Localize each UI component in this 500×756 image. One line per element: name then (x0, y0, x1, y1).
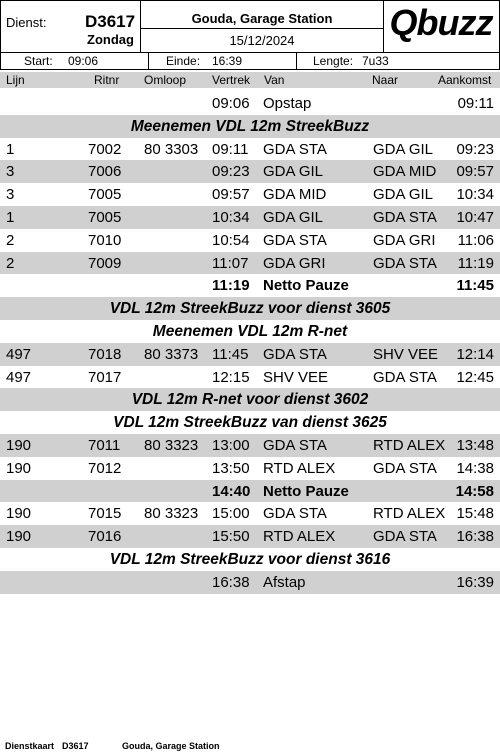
trip-row (0, 160, 500, 183)
cell-vertrek: 13:00 (212, 436, 250, 454)
cell-aankomst: 12:14 (456, 345, 494, 363)
cell-ritnr: 7010 (88, 231, 122, 249)
cell-lijn: 3 (6, 186, 15, 204)
trip-row (0, 183, 500, 206)
col-omloop: Omloop (144, 73, 187, 87)
trip-row (0, 229, 500, 252)
cell-ritnr: 7006 (88, 163, 122, 181)
trip-row (0, 434, 500, 457)
cell-vertrek: 11:07 (212, 254, 249, 272)
trip-row (0, 366, 500, 389)
service-date: 15/12/2024 (229, 33, 295, 48)
cell-van: RTD ALEX (263, 528, 336, 546)
schedule-table (0, 92, 500, 594)
col-naar: Naar (372, 73, 399, 87)
section-banner (0, 320, 500, 343)
cell-van: RTD ALEX (263, 459, 336, 477)
cell-van: SHV VEE (263, 368, 329, 386)
cell-ritnr: 7005 (88, 208, 122, 226)
trip-row (0, 502, 500, 525)
lengte-label: Lengte: (313, 54, 354, 68)
cell-lijn: 497 (6, 345, 32, 363)
divider (140, 28, 383, 29)
section-banner (0, 411, 500, 434)
cell-omloop: 80 3303 (144, 140, 199, 158)
cell-aankomst: 09:57 (456, 163, 494, 181)
einde-label: Einde: (166, 54, 201, 68)
cell-aankomst: 11:19 (457, 254, 494, 272)
banner-text: Meenemen VDL 12m R-net (152, 322, 348, 340)
cell-omloop: 80 3373 (144, 345, 199, 363)
trip-row (0, 252, 500, 275)
location: Gouda, Garage Station (191, 11, 333, 26)
cell-van: GDA STA (263, 345, 327, 363)
cell-naar: RTD ALEX (373, 505, 446, 523)
cell-lijn: 190 (6, 505, 32, 523)
divider (0, 52, 500, 53)
cell-van: Netto Pauze (263, 277, 349, 295)
start-value: 09:06 (68, 54, 99, 68)
cell-aankomst: 15:48 (456, 505, 494, 523)
dienst-label: Dienst: (6, 15, 47, 30)
cell-aankomst: 10:47 (456, 208, 494, 226)
cell-ritnr: 7017 (88, 368, 122, 386)
cell-vertrek: 09:11 (212, 140, 249, 158)
col-vertrek: Vertrek (212, 73, 251, 87)
section-banner (0, 388, 500, 411)
trip-row (0, 138, 500, 161)
cell-naar: GDA STA (373, 528, 437, 546)
cell-van: GDA STA (263, 436, 327, 454)
banner-text: Meenemen VDL 12m StreekBuzz (130, 117, 370, 135)
trip-row (0, 92, 500, 115)
cell-van: GDA STA (263, 505, 327, 523)
lengte-value: 7u33 (362, 54, 389, 68)
banner-text: VDL 12m StreekBuzz voor dienst 3616 (109, 550, 391, 568)
col-lijn: Lijn (6, 73, 25, 87)
cell-van: GDA STA (263, 231, 327, 249)
cell-vertrek: 13:50 (212, 459, 250, 477)
cell-aankomst: 14:38 (456, 459, 494, 477)
footer-location: Gouda, Garage Station (122, 741, 220, 751)
cell-van: GDA GRI (263, 254, 326, 272)
cell-vertrek: 15:00 (212, 505, 250, 523)
qbuzz-logo: Qbuzz (389, 2, 493, 43)
cell-aankomst: 16:39 (456, 573, 494, 591)
cell-van: Netto Pauze (263, 482, 349, 500)
cell-naar: RTD ALEX (373, 436, 446, 454)
cell-vertrek: 09:57 (212, 186, 250, 204)
cell-aankomst: 11:06 (457, 231, 494, 249)
cell-van: Afstap (263, 573, 306, 591)
footer-code: D3617 (62, 741, 89, 751)
cell-aankomst: 13:48 (456, 436, 494, 454)
cell-aankomst: 09:11 (457, 95, 494, 112)
cell-aankomst: 12:45 (456, 368, 494, 386)
col-van: Van (264, 73, 285, 87)
cell-lijn: 3 (6, 163, 15, 181)
cell-ritnr: 7005 (88, 186, 122, 204)
cell-ritnr: 7016 (88, 528, 122, 546)
footer-label: Dienstkaart (5, 741, 55, 751)
cell-aankomst: 09:23 (456, 140, 494, 158)
einde-value: 16:39 (212, 54, 243, 68)
trip-row (0, 457, 500, 480)
cell-omloop: 80 3323 (144, 505, 199, 523)
banner-text: VDL 12m StreekBuzz voor dienst 3605 (109, 300, 391, 318)
cell-lijn: 1 (6, 208, 15, 226)
section-banner (0, 548, 500, 571)
col-ritnr: Ritnr (94, 73, 120, 87)
cell-vertrek: 11:19 (212, 277, 250, 295)
cell-aankomst: 16:38 (456, 528, 494, 546)
cell-aankomst: 10:34 (456, 186, 494, 204)
cell-ritnr: 7012 (88, 459, 122, 477)
divider (296, 52, 297, 69)
section-banner (0, 115, 500, 138)
dienst-code: D3617 (85, 12, 136, 31)
cell-lijn: 190 (6, 436, 32, 454)
cell-lijn: 1 (6, 140, 15, 158)
cell-van: GDA MID (263, 186, 327, 204)
pause-row (0, 274, 500, 297)
cell-lijn: 2 (6, 231, 15, 249)
banner-text: VDL 12m StreekBuzz van dienst 3625 (113, 414, 387, 432)
cell-van: GDA GIL (263, 163, 324, 181)
cell-vertrek: 10:54 (212, 231, 250, 249)
cell-naar: SHV VEE (373, 345, 439, 363)
pause-row (0, 480, 500, 503)
cell-naar: GDA STA (373, 368, 437, 386)
cell-naar: GDA STA (373, 459, 437, 477)
cell-naar: GDA GIL (373, 186, 434, 204)
trip-row (0, 343, 500, 366)
cell-lijn: 190 (6, 459, 32, 477)
cell-ritnr: 7002 (88, 140, 122, 158)
trip-row (0, 571, 500, 594)
section-banner (0, 297, 500, 320)
trip-row (0, 525, 500, 548)
cell-vertrek: 16:38 (212, 573, 250, 591)
cell-naar: GDA GRI (373, 231, 436, 249)
banner-text: VDL 12m R-net voor dienst 3602 (131, 391, 369, 409)
cell-ritnr: 7018 (88, 345, 122, 363)
cell-ritnr: 7011 (88, 436, 121, 454)
cell-lijn: 497 (6, 368, 32, 386)
cell-vertrek: 12:15 (212, 368, 250, 386)
trip-row (0, 206, 500, 229)
cell-vertrek: 11:45 (212, 345, 249, 363)
cell-ritnr: 7009 (88, 254, 122, 272)
cell-van: GDA STA (263, 140, 327, 158)
cell-naar: GDA STA (373, 254, 437, 272)
dienst-day: Zondag (87, 32, 134, 47)
cell-vertrek: 14:40 (212, 482, 251, 500)
col-aankomst: Aankomst (438, 73, 492, 87)
divider (148, 52, 149, 69)
cell-aankomst: 11:45 (456, 277, 494, 295)
cell-aankomst: 14:58 (455, 482, 494, 500)
cell-vertrek: 10:34 (212, 208, 250, 226)
cell-omloop: 80 3323 (144, 436, 199, 454)
cell-vertrek: 15:50 (212, 528, 250, 546)
cell-naar: GDA MID (373, 163, 437, 181)
cell-naar: GDA GIL (373, 140, 434, 158)
cell-van: Opstap (263, 95, 312, 112)
cell-van: GDA GIL (263, 208, 324, 226)
cell-naar: GDA STA (373, 208, 437, 226)
cell-vertrek: 09:06 (212, 95, 250, 112)
start-label: Start: (24, 54, 53, 68)
cell-ritnr: 7015 (88, 505, 122, 523)
cell-lijn: 190 (6, 528, 32, 546)
cell-lijn: 2 (6, 254, 15, 272)
cell-vertrek: 09:23 (212, 163, 250, 181)
